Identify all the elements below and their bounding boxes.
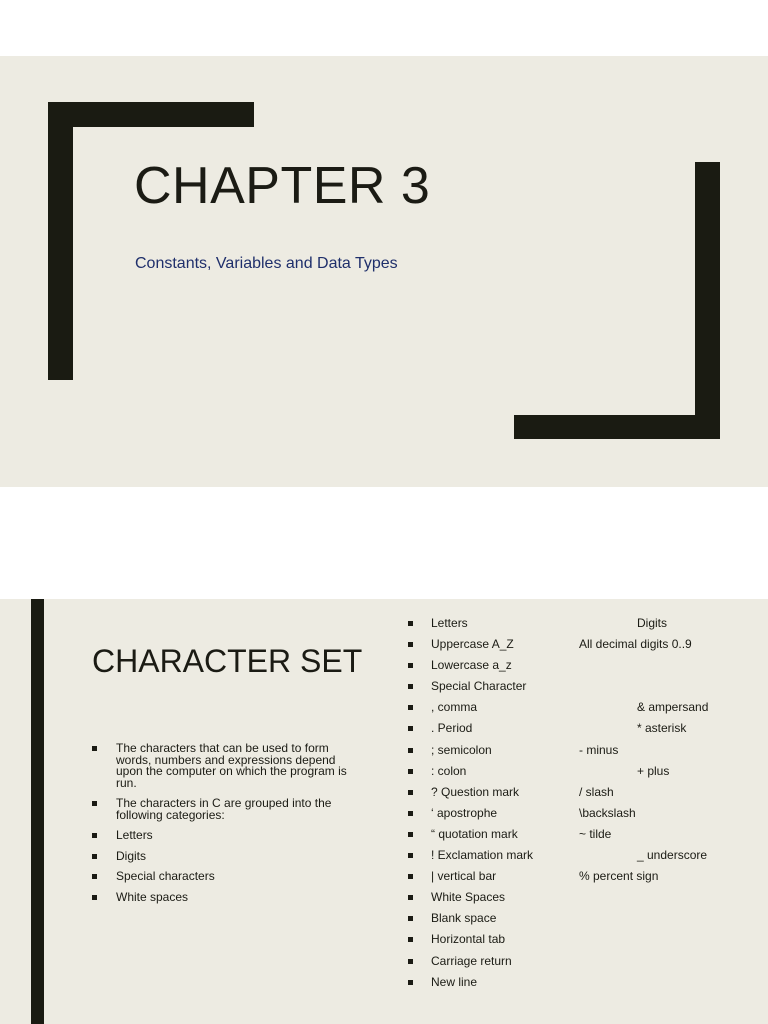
frame-bar-bottom-right-vertical bbox=[695, 162, 720, 439]
square-bullet-icon bbox=[408, 853, 413, 858]
table-row: : colon + plus bbox=[408, 763, 738, 784]
square-bullet-icon bbox=[92, 874, 97, 879]
frame-bar-bottom-right-horizontal bbox=[514, 415, 720, 439]
table-row: ? Question mark / slash bbox=[408, 784, 738, 805]
slide-subtitle: Constants, Variables and Data Types bbox=[135, 255, 398, 272]
list-item: Letters bbox=[92, 830, 362, 842]
list-item: The characters that can be used to form words, numbers and expressions depend upon the computer on which the program is run. bbox=[92, 743, 362, 789]
slide-title: CHAPTER 3 bbox=[134, 157, 431, 215]
table-row: White Spaces bbox=[408, 889, 738, 910]
square-bullet-icon bbox=[92, 854, 97, 859]
table-row: | vertical bar % percent sign bbox=[408, 868, 738, 889]
list-item: The characters in C are grouped into the following categories: bbox=[92, 798, 362, 821]
square-bullet-icon bbox=[408, 790, 413, 795]
square-bullet-icon bbox=[408, 937, 413, 942]
table-row: ! Exclamation mark _ underscore bbox=[408, 847, 738, 868]
frame-bar-top-left-vertical bbox=[48, 102, 73, 380]
table-row: New line bbox=[408, 974, 738, 995]
table-row: Letters Digits bbox=[408, 615, 738, 636]
square-bullet-icon bbox=[408, 621, 413, 626]
table-row: Carriage return bbox=[408, 953, 738, 974]
character-set-slide bbox=[0, 599, 768, 1024]
character-table bbox=[408, 615, 738, 995]
table-row: . Period * asterisk bbox=[408, 720, 738, 741]
table-row: ; semicolon - minus bbox=[408, 742, 738, 763]
table-row: “ quotation mark ~ tilde bbox=[408, 826, 738, 847]
square-bullet-icon bbox=[408, 959, 413, 964]
square-bullet-icon bbox=[408, 916, 413, 921]
square-bullet-icon bbox=[408, 748, 413, 753]
square-bullet-icon bbox=[408, 895, 413, 900]
list-item: Digits bbox=[92, 851, 362, 863]
list-item: Special characters bbox=[92, 871, 362, 883]
square-bullet-icon bbox=[408, 874, 413, 879]
table-row: ‘ apostrophe \backslash bbox=[408, 805, 738, 826]
square-bullet-icon bbox=[408, 684, 413, 689]
list-item: White spaces bbox=[92, 892, 362, 904]
square-bullet-icon bbox=[92, 746, 97, 751]
square-bullet-icon bbox=[408, 726, 413, 731]
square-bullet-icon bbox=[92, 833, 97, 838]
square-bullet-icon bbox=[408, 832, 413, 837]
table-row: Horizontal tab bbox=[408, 931, 738, 952]
square-bullet-icon bbox=[408, 980, 413, 985]
square-bullet-icon bbox=[408, 642, 413, 647]
square-bullet-icon bbox=[408, 705, 413, 710]
category-list bbox=[92, 743, 362, 912]
frame-bar-top-left-horizontal bbox=[48, 102, 254, 127]
square-bullet-icon bbox=[92, 801, 97, 806]
square-bullet-icon bbox=[408, 811, 413, 816]
table-row: , comma & ampersand bbox=[408, 699, 738, 720]
table-row: Blank space bbox=[408, 910, 738, 931]
square-bullet-icon bbox=[408, 769, 413, 774]
square-bullet-icon bbox=[92, 895, 97, 900]
table-row: Lowercase a_z bbox=[408, 657, 738, 678]
left-accent-bar bbox=[31, 599, 44, 1024]
square-bullet-icon bbox=[408, 663, 413, 668]
slide-title: CHARACTER SET bbox=[92, 643, 363, 679]
table-row: Special Character bbox=[408, 678, 738, 699]
title-slide bbox=[0, 56, 768, 487]
table-row: Uppercase A_Z All decimal digits 0..9 bbox=[408, 636, 738, 657]
